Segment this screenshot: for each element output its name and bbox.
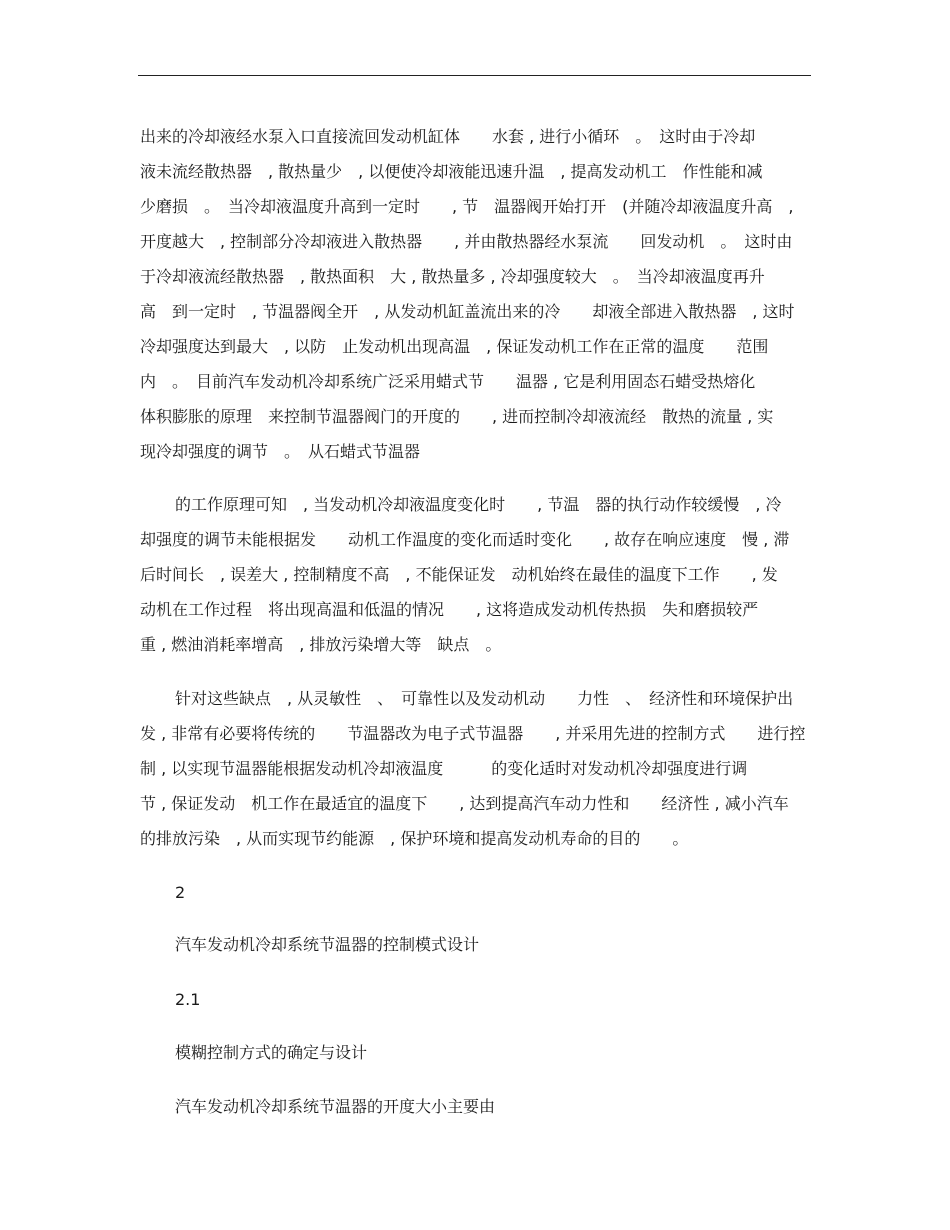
text-line: 的排放污染 , 从而实现节约能源 , 保护环境和提高发动机寿命的目的 。 [140,829,689,848]
header-rule [138,75,811,76]
text-line: 出来的冷却液经水泵入口直接流回发动机缸体 水套 , 进行小循环 。 这时由于冷却 [140,127,756,146]
text-line: 液未流经散热器 , 散热量少 , 以便使冷却液能迅速升温 , 提高发动机工 作性能和减 [140,162,763,181]
body-text: 汽车发动机冷却系统节温器的开度大小主要由 [175,1097,496,1116]
text-line: 制 , 以实现节温器能根据发动机冷却液温度 的变化适时对发动机冷却强度进行调 [140,759,748,778]
text-line: 节 , 保证发动 机工作在最适宜的温度下 , 达到提高汽车动力性和 经济性 , 减小汽车 [140,794,789,813]
section-title: 汽车发动机冷却系统节温器的控制模式设计 [175,935,480,954]
text-line: 体积膨胀的原理 来控制节温器阀门的开度的 , 进而控制冷却液流经 散热的流量 , 实 [140,407,774,426]
text-line: 少磨损 。 当冷却液温度升高到一定时 , 节 温器阀开始打开 (并随冷却液温度升高 , [140,197,794,216]
text-line: 内 。 目前汽车发动机冷却系统广泛采用蜡式节 温器 , 它是利用固态石蜡受热熔化 [140,372,756,391]
text-line: 后时间长 , 误差大 , 控制精度不高 , 不能保证发 动机始终在最佳的温度下工作 , 发 [140,565,778,584]
text-line: 重 , 燃油消耗率增高 , 排放污染增大等 缺点 。 [140,635,502,654]
text-line: 高 到一定时 , 节温器阀全开 , 从发动机缸盖流出来的冷 却液全部进入散热器 , 这时 [140,302,795,321]
text-line: 却强度的调节未能根据发 动机工作温度的变化而适时变化 , 故存在响应速度 慢 , 滞 [140,530,790,549]
section-number: 2 [175,883,186,902]
subsection-title: 模糊控制方式的确定与设计 [175,1043,368,1062]
text-line: 现冷却强度的调节 。 从石蜡式节温器 [140,442,421,461]
text-line: 冷却强度达到最大 , 以防 止发动机出现高温 , 保证发动机工作在正常的温度 范围 [140,337,769,356]
text-line: 开度越大 , 控制部分冷却液进入散热器 , 并由散热器经水泵流 回发动机 。 这时由 [140,232,793,251]
text-line: 针对这些缺点 , 从灵敏性 、 可靠性以及发动机动 力性 、 经济性和环境保护出 [175,689,794,708]
text-line: 发 , 非常有必要将传统的 节温器改为电子式节温器 , 并采用先进的控制方式 进行控 [140,724,806,743]
subsection-number: 2.1 [175,990,201,1009]
text-line: 于冷却液流经散热器 , 散热面积 大 , 散热量多 , 冷却强度较大 。 当冷却液温度再升 [140,267,765,286]
text-line: 的工作原理可知 , 当发动机冷却液温度变化时 , 节温 器的执行动作较缓慢 , 冷 [175,495,782,514]
text-line: 动机在工作过程 将出现高温和低温的情况 , 这将造成发动机传热损 失和磨损较严 [140,600,759,619]
